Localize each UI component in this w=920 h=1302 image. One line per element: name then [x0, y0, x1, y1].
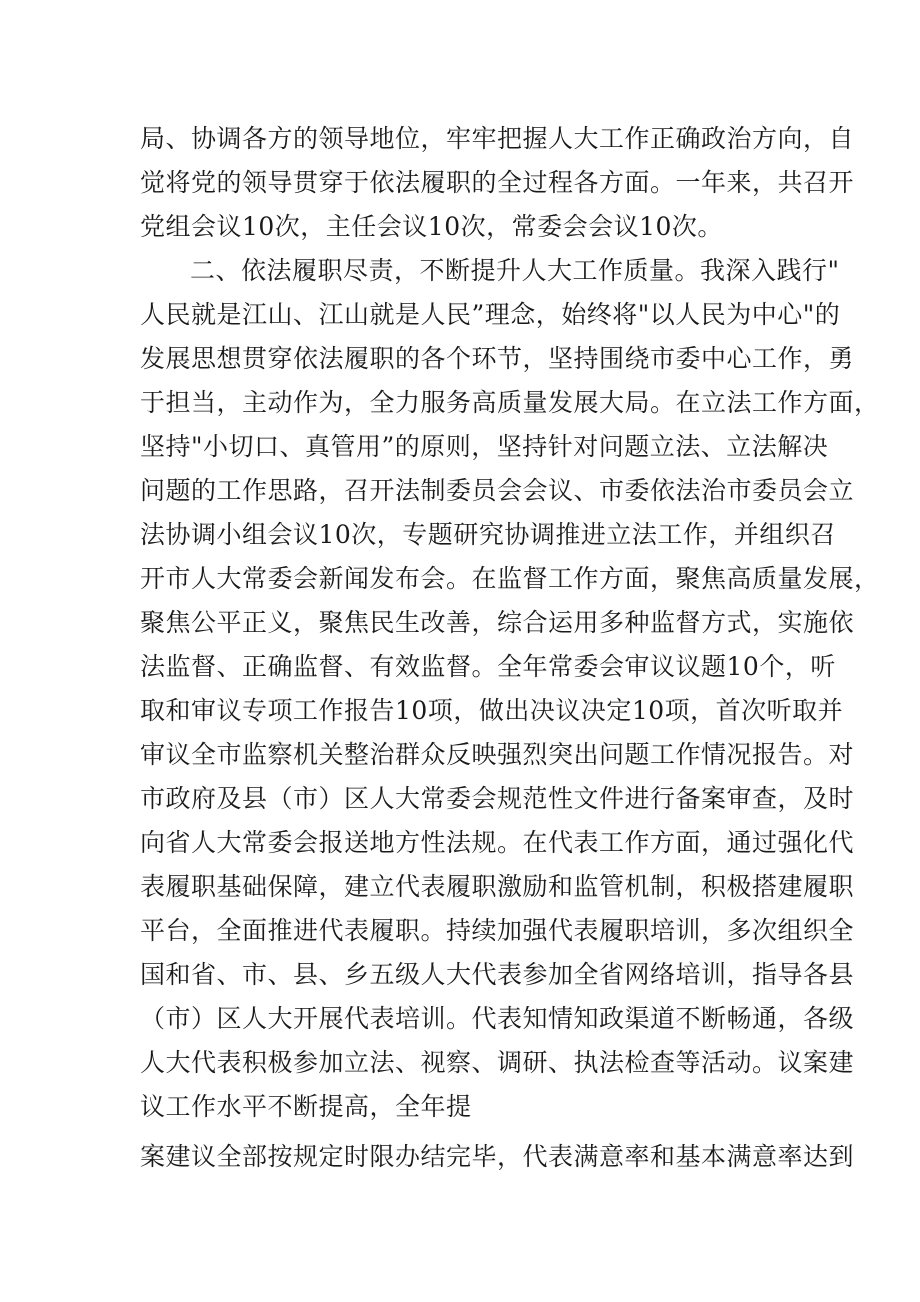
text-line: 局、协调各方的领导地位，牢牢把握人大工作正确政治方向，自	[140, 124, 855, 153]
text-line: 聚焦公平正义，聚焦民生改善，综合运用多种监督方式，实施依	[140, 608, 855, 637]
text-line: 人民就是江山、江山就是人民”理念，始终将"以人民为中心"的	[140, 300, 841, 329]
text-line: 法监督、正确监督、有效监督。全年常委会审议议题10个，听	[140, 652, 836, 681]
text-line: 国和省、市、县、乡五级人大代表参加全省网络培训，指导各县	[140, 960, 855, 989]
text-line: 表履职基础保障，建立代表履职激励和监管机制，积极搭建履职	[140, 872, 855, 901]
text-line: 取和审议专项工作报告10项，做出决议决定10项，首次听取并	[140, 696, 844, 725]
text-line: 发展思想贯穿依法履职的各个环节，坚持围绕市委中心工作，勇	[140, 344, 855, 373]
text-line: 审议全市监察机关整治群众反映强烈突出问题工作情况报告。对	[140, 740, 855, 769]
text-line: 法协调小组会议10次，专题研究协调推进立法工作，并组织召	[140, 520, 836, 549]
text-line: 问题的工作思路，召开法制委员会会议、市委依法治市委员会立	[140, 476, 855, 505]
paragraph-heading-line: 二、依法履职尽责，不断提升人大工作质量。我深入践行"	[190, 256, 840, 285]
text-line: （市）区人大开展代表培训。代表知情知政渠道不断畅通，各级	[140, 1004, 855, 1033]
text-line: 市政府及县（市）区人大常委会规范性文件进行备案审查，及时	[140, 784, 855, 813]
text-line: 党组会议10次，主任会议10次，常委会会议10次。	[140, 212, 723, 241]
text-line: 平台，全面推进代表履职。持续加强代表履职培训，多次组织全	[140, 916, 855, 945]
text-line: 于担当，主动作为，全力服务高质量发展大局。在立法工作方面，	[140, 388, 880, 417]
text-line: 开市人大常委会新闻发布会。在监督工作方面，聚焦高质量发展，	[140, 564, 880, 593]
text-line: 人大代表积极参加立法、视察、调研、执法检查等活动。议案建	[140, 1048, 855, 1077]
text-line: 坚持"小切口、真管用”的原则，坚持针对问题立法、立法解决	[140, 432, 829, 461]
text-line: 案建议全部按规定时限办结完毕，代表满意率和基本满意率达到	[140, 1142, 855, 1171]
text-line: 觉将党的领导贯穿于依法履职的全过程各方面。一年来，共召开	[140, 168, 855, 197]
text-line: 向省人大常委会报送地方性法规。在代表工作方面，通过强化代	[140, 828, 855, 857]
text-line: 议工作水平不断提高，全年提	[140, 1092, 472, 1121]
